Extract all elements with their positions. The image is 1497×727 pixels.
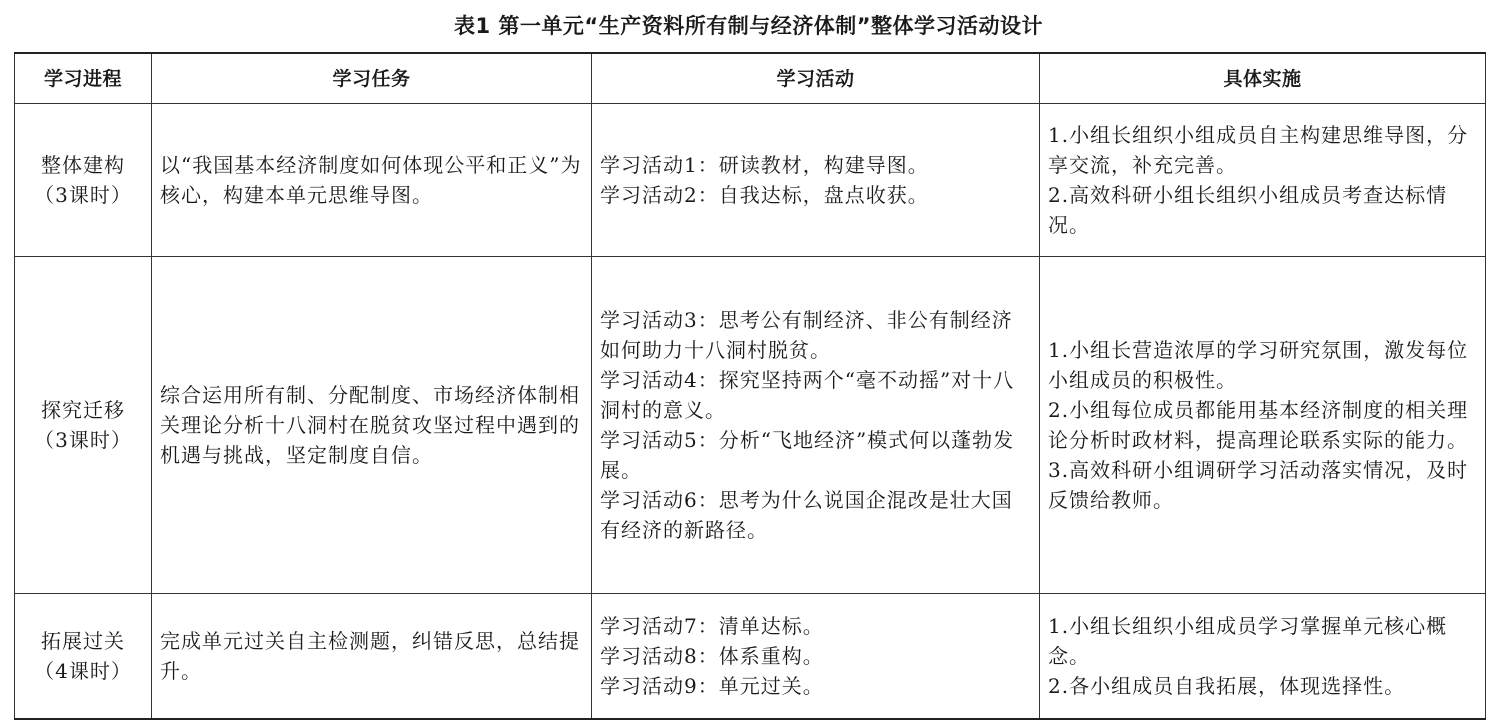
table-row	[15, 104, 1486, 257]
table-row	[15, 257, 1486, 594]
activity-cell	[592, 104, 1040, 257]
header-stage: 学习进程	[15, 53, 152, 104]
stage-name: 整体建构	[41, 153, 125, 177]
implementation-cell	[1040, 594, 1486, 720]
stage-name: 拓展过关	[41, 629, 125, 653]
activity-item: 学习活动8：体系重构。	[600, 644, 824, 668]
implementation-item: 2.各小组成员自我拓展，体现选择性。	[1048, 674, 1406, 698]
activity-cell	[592, 594, 1040, 720]
implementation-item: 1.小组长组织小组成员自主构建思维导图，分享交流，补充完善。	[1048, 123, 1469, 177]
implementation-item: 1.小组长营造浓厚的学习研究氛围，激发每位小组成员的积极性。	[1048, 338, 1469, 392]
implementation-item: 1.小组长组织小组成员学习掌握单元核心概念。	[1048, 614, 1448, 668]
implementation-item: 2.高效科研小组长组织小组成员考查达标情况。	[1048, 183, 1448, 237]
activity-item: 学习活动1：研读教材，构建导图。	[600, 153, 929, 177]
header-activity: 学习活动	[592, 53, 1040, 104]
stage-hours: （3课时）	[34, 183, 132, 207]
header-implementation: 具体实施	[1040, 53, 1486, 104]
activity-item: 学习活动7：清单达标。	[600, 614, 824, 638]
activity-design-table	[14, 52, 1486, 720]
task-cell: 完成单元过关自主检测题，纠错反思，总结提升。	[152, 594, 592, 720]
header-task: 学习任务	[152, 53, 592, 104]
activity-item: 学习活动4：探究坚持两个“毫不动摇”对十八洞村的意义。	[600, 368, 1015, 422]
task-cell: 以“我国基本经济制度如何体现公平和正义”为核心，构建本单元思维导图。	[152, 104, 592, 257]
stage-name: 探究迁移	[41, 398, 125, 422]
implementation-cell	[1040, 257, 1486, 594]
implementation-item: 2.小组每位成员都能用基本经济制度的相关理论分析时政材料，提高理论联系实际的能力。	[1048, 398, 1469, 452]
header-row	[15, 53, 1486, 104]
activity-item: 学习活动5：分析“飞地经济”模式何以蓬勃发展。	[600, 428, 1015, 482]
table-caption: 表1 第一单元“生产资料所有制与经济体制”整体学习活动设计	[453, 14, 1044, 38]
activity-cell	[592, 257, 1040, 594]
stage-cell	[15, 104, 152, 257]
stage-hours: （3课时）	[34, 428, 132, 452]
stage-hours: （4课时）	[34, 659, 132, 683]
stage-cell	[15, 257, 152, 594]
activity-item: 学习活动3：思考公有制经济、非公有制经济如何助力十八洞村脱贫。	[600, 308, 1013, 362]
table-row	[15, 594, 1486, 720]
activity-item: 学习活动6：思考为什么说国企混改是壮大国有经济的新路径。	[600, 488, 1013, 542]
implementation-item: 3.高效科研小组调研学习活动落实情况，及时反馈给教师。	[1048, 458, 1469, 512]
activity-item: 学习活动9：单元过关。	[600, 674, 824, 698]
stage-cell	[15, 594, 152, 720]
implementation-cell	[1040, 104, 1486, 257]
task-cell: 综合运用所有制、分配制度、市场经济体制相关理论分析十八洞村在脱贫攻坚过程中遇到的机遇与挑战，坚定制度自信。	[152, 257, 592, 594]
activity-item: 学习活动2：自我达标，盘点收获。	[600, 183, 929, 207]
